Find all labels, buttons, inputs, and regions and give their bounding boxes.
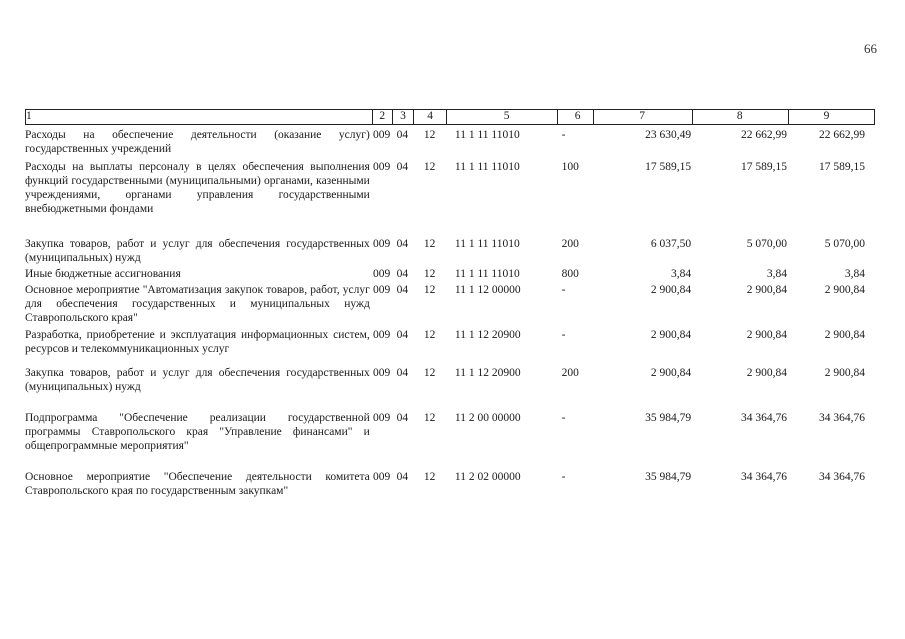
row-section: 04 [396, 471, 409, 483]
row-amount-8: 2 900,84 [746, 284, 787, 296]
row-subsection: 12 [423, 471, 436, 483]
row-name: Закупка товаров, работ и услуг для обеспечения государственных (муниципальных) нужд [25, 367, 370, 393]
row-target-code: 11 1 12 00000 [454, 284, 521, 296]
table-row [25, 160, 875, 216]
row-amount-8: 34 364,76 [740, 412, 787, 424]
header-col-9: 9 [788, 110, 874, 124]
row-amount-9: 34 364,76 [819, 412, 866, 424]
row-target-code: 11 1 12 20900 [454, 329, 521, 341]
row-name: Расходы на обеспечение деятельности (оказание услуг) государственных учреждений [25, 129, 370, 155]
row-amount-9: 5 070,00 [824, 238, 866, 250]
row-target-code: 11 1 11 11010 [454, 268, 520, 280]
row-expense-type: - [561, 471, 566, 483]
row-expense-type: 200 [561, 238, 579, 250]
row-section: 04 [396, 129, 409, 141]
row-ministry: 009 [373, 268, 391, 280]
row-target-code: 11 1 11 11010 [454, 129, 520, 141]
row-amount-7: 23 630,49 [645, 129, 692, 141]
row-name: Основное мероприятие "Автоматизация закупок товаров, работ, услуг для обеспечения государственных и муниципальных нужд Ставропольского края" [25, 284, 370, 324]
table-row [25, 411, 875, 453]
header-col-7: 7 [593, 110, 693, 124]
header-col-6: 6 [557, 110, 593, 124]
row-expense-type: - [561, 284, 566, 296]
header-col-2: 2 [372, 110, 392, 124]
row-amount-7: 35 984,79 [645, 412, 692, 424]
row-target-code: 11 2 02 00000 [454, 471, 521, 483]
row-section: 04 [396, 367, 409, 379]
row-ministry: 009 [373, 329, 391, 341]
row-amount-7: 35 984,79 [645, 471, 692, 483]
table-row [25, 366, 875, 394]
row-ministry: 009 [373, 284, 391, 296]
row-section: 04 [396, 412, 409, 424]
row-subsection: 12 [423, 161, 436, 173]
header-col-4: 4 [413, 110, 446, 124]
row-section: 04 [396, 284, 409, 296]
row-name: Разработка, приобретение и эксплуатация информационных систем, ресурсов и телекоммуникационных услуг [25, 329, 370, 355]
row-amount-7: 2 900,84 [650, 284, 692, 296]
header-col-3: 3 [392, 110, 414, 124]
row-amount-7: 2 900,84 [650, 329, 692, 341]
table-header-row [25, 109, 875, 125]
header-col-5: 5 [446, 110, 558, 124]
row-amount-8: 2 900,84 [746, 367, 787, 379]
row-expense-type: - [561, 129, 566, 141]
row-section: 04 [396, 268, 409, 280]
table-row [25, 128, 875, 156]
row-expense-type: - [561, 412, 566, 424]
row-target-code: 11 1 11 11010 [454, 238, 520, 250]
row-amount-7: 17 589,15 [645, 161, 692, 173]
row-name: Закупка товаров, работ и услуг для обеспечения государственных (муниципальных) нужд [25, 238, 370, 264]
row-ministry: 009 [373, 412, 391, 424]
row-name: Иные бюджетные ассигнования [25, 268, 181, 280]
row-amount-9: 34 364,76 [819, 471, 866, 483]
row-subsection: 12 [423, 329, 436, 341]
row-ministry: 009 [373, 161, 391, 173]
row-name: Расходы на выплаты персоналу в целях обеспечения выполнения функций государственными (муниципальными) органами, казенными учреждениями, органами управления государственными внебюджетными фондами [25, 161, 370, 215]
row-amount-9: 2 900,84 [824, 367, 866, 379]
row-expense-type: 800 [561, 268, 579, 280]
row-subsection: 12 [423, 238, 436, 250]
row-amount-9: 2 900,84 [824, 329, 866, 341]
table-row [25, 237, 875, 265]
row-subsection: 12 [423, 268, 436, 280]
row-amount-7: 3,84 [670, 268, 692, 280]
row-amount-9: 2 900,84 [824, 284, 866, 296]
row-section: 04 [396, 238, 409, 250]
row-amount-8: 5 070,00 [746, 238, 787, 250]
row-amount-8: 17 589,15 [740, 161, 787, 173]
row-amount-9: 3,84 [844, 268, 866, 280]
row-subsection: 12 [423, 284, 436, 296]
row-expense-type: - [561, 329, 566, 341]
row-subsection: 12 [423, 129, 436, 141]
row-amount-9: 17 589,15 [819, 161, 866, 173]
row-ministry: 009 [373, 129, 391, 141]
row-amount-8: 22 662,99 [740, 129, 787, 141]
row-amount-7: 2 900,84 [650, 367, 692, 379]
row-amount-8: 2 900,84 [746, 329, 787, 341]
row-amount-8: 3,84 [766, 268, 787, 280]
table-row [25, 470, 875, 498]
row-target-code: 11 2 00 00000 [454, 412, 521, 424]
row-expense-type: 200 [561, 367, 579, 379]
page-number: 66 [864, 41, 877, 56]
row-amount-9: 22 662,99 [819, 129, 866, 141]
row-name: Основное мероприятие "Обеспечение деятельности комитета Ставропольского края по государственным закупкам" [25, 471, 370, 497]
row-ministry: 009 [373, 367, 391, 379]
row-amount-8: 34 364,76 [740, 471, 787, 483]
row-section: 04 [396, 161, 409, 173]
row-expense-type: 100 [561, 161, 579, 173]
budget-table [25, 109, 875, 498]
row-subsection: 12 [423, 412, 436, 424]
row-target-code: 11 1 11 11010 [454, 161, 520, 173]
row-section: 04 [396, 329, 409, 341]
table-row [25, 283, 875, 325]
row-target-code: 11 1 12 20900 [454, 367, 521, 379]
table-row [25, 328, 875, 356]
row-ministry: 009 [373, 471, 391, 483]
header-col-1: 1 [26, 110, 32, 122]
table-row [25, 267, 875, 281]
row-ministry: 009 [373, 238, 391, 250]
row-name: Подпрограмма "Обеспечение реализации государственной программы Ставропольского края "Управление финансами" и общепрограммные мероприятия" [25, 412, 370, 452]
row-subsection: 12 [423, 367, 436, 379]
header-col-8: 8 [692, 110, 788, 124]
row-amount-7: 6 037,50 [650, 238, 692, 250]
